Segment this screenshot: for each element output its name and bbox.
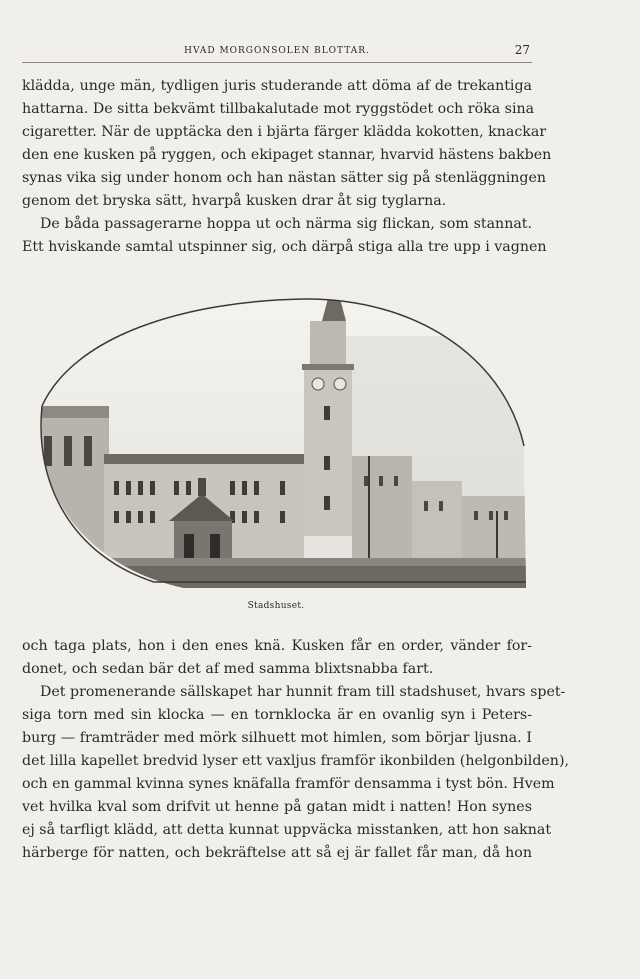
text-line: Ett hviskande samtal utspinner sig, och därpå stiga alla tre upp i vagnen <box>22 239 547 255</box>
text-line: och en gammal kvinna synes knäfalla framför densamma i tyst bön. Hvem <box>22 776 555 792</box>
text-line: ej så tarfligt klädd, att detta kunnat uppväcka misstanken, att hon saknat <box>22 822 552 838</box>
running-title: HVAD MORGONSOLEN BLOTTAR. <box>184 46 370 56</box>
text-line: det lilla kapellet bredvid lyser ett vaxljus framför ikonbilden (helgonbilden), <box>22 753 569 769</box>
paragraph-bottom <box>22 635 569 865</box>
text-line: klädda, unge män, tydligen juris studerande att döma af de trekantiga <box>22 78 532 94</box>
figure-caption: Stadshuset. <box>247 601 305 611</box>
text-line: vet hvilka kval som drifvit ut henne på gatan midt i natten! Hon synes <box>22 799 532 815</box>
text-line: härberge för natten, och bekräftelse att så ej är fallet får man, då hon <box>22 845 532 861</box>
text-line: burg — framträder med mörk silhuett mot himlen, som börjar ljusna. I <box>22 730 532 746</box>
text-line: cigaretter. När de upptäcka den i bjärta färger klädda kokotten, knackar <box>22 124 547 140</box>
text-line: Det promenerande sällskapet har hunnit fram till stadshuset, hvars spet- <box>40 684 566 700</box>
text-line: den ene kusken på ryggen, och ekipaget stannar, hvarvid hästens bakben <box>22 147 552 163</box>
text-line: genom det bryska sätt, hvarpå kusken drar åt sig tyglarna. <box>22 193 447 209</box>
page-number: 27 <box>514 43 530 57</box>
text-line: siga torn med sin klocka — en tornklocka är en ovanlig syn i Peters- <box>22 707 532 723</box>
text-line: De båda passagerarne hoppa ut och närma sig flickan, som stannat. <box>40 216 532 232</box>
running-header <box>22 43 532 63</box>
text-line: synas vika sig under honom och han nästan sätter sig på stenläggningen <box>22 170 547 186</box>
text-line: hattarna. De sitta bekvämt tillbakalutade mot ryggstödet och röka sina <box>22 101 535 117</box>
text-line: och taga plats, hon i den enes knä. Kusken får en order, vänder for- <box>22 638 532 654</box>
paragraph-top <box>22 75 552 259</box>
city-hall-illustration <box>34 296 526 588</box>
text-line: donet, och sedan bär det af med samma blixtsnabba fart. <box>22 661 434 677</box>
